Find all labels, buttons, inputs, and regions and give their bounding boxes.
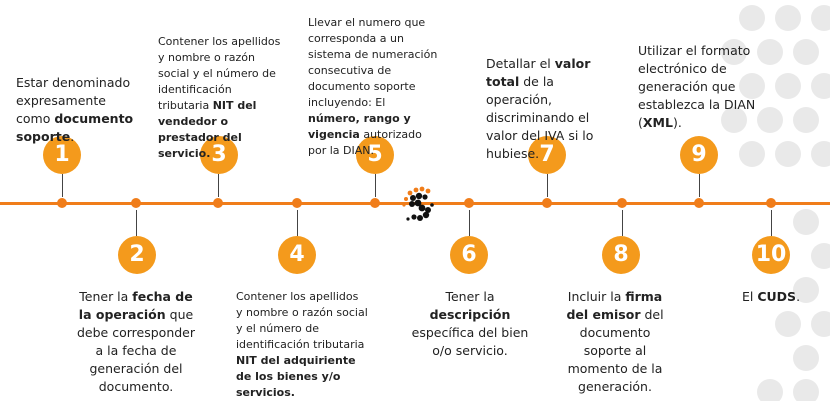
step-text: Llevar el numero que corresponda a un sistema de numeración consecutiva de documento soporte incluyendo: El — [308, 16, 438, 109]
connector-stem-3 — [218, 174, 219, 197]
connector-stem-7 — [547, 174, 548, 197]
step-text: Contener los apellidos y nombre o razón social y el número de identificación tributaria — [236, 290, 368, 351]
step-text-bold: NIT del vendedor o prestador del servicio. — [158, 99, 257, 160]
step-text-bold: documento soporte — [16, 111, 134, 144]
step-text: autorizado por la DIAN. — [308, 128, 422, 157]
step-number-badge: 10 — [752, 236, 790, 274]
step-description — [556, 288, 674, 396]
connector-stem-5 — [375, 174, 376, 197]
step-text: que debe corresponder a la fecha de generación del documento. — [77, 307, 195, 394]
timeline-node-5 — [370, 198, 380, 208]
step-text: ). — [672, 115, 682, 130]
timeline-node-9 — [694, 198, 704, 208]
step-text: . — [796, 289, 801, 304]
step-number-badge: 6 — [450, 236, 488, 274]
step-text-bold: valor total — [486, 56, 591, 89]
step-description — [408, 288, 532, 360]
timeline-node-1 — [57, 198, 67, 208]
step-text-bold: número, rango y vigencia — [308, 112, 411, 141]
connector-stem-2 — [136, 210, 137, 236]
step-text-bold: CUDS — [757, 289, 797, 304]
connector-stem-4 — [297, 210, 298, 236]
step-description — [236, 289, 368, 401]
step-number-badge: 1 — [43, 136, 81, 174]
dotted-s-logo-icon — [400, 183, 440, 227]
step-text: El — [742, 289, 758, 304]
step-text: Utilizar el formato electrónico de generación que establezca la DIAN ( — [638, 43, 756, 130]
step-text: Estar denominado expresamente como — [16, 75, 131, 126]
step-number-badge: 9 — [680, 136, 718, 174]
step-text-bold: descripción — [429, 307, 511, 322]
step-number-badge: 7 — [528, 136, 566, 174]
step-text: Detallar el — [486, 56, 555, 71]
timeline-node-2 — [131, 198, 141, 208]
step-text: Tener la — [445, 289, 495, 304]
timeline-node-4 — [292, 198, 302, 208]
connector-stem-10 — [771, 210, 772, 236]
step-text: del documento soporte al momento de la generación. — [567, 307, 664, 394]
timeline-node-8 — [617, 198, 627, 208]
step-description — [16, 74, 141, 146]
step-number-badge: 8 — [602, 236, 640, 274]
step-text-bold: firma del emisor — [566, 289, 663, 322]
timeline-node-6 — [464, 198, 474, 208]
connector-stem-6 — [469, 210, 470, 236]
step-number-badge: 3 — [200, 136, 238, 174]
timeline-node-10 — [766, 198, 776, 208]
step-number-badge: 2 — [118, 236, 156, 274]
step-text-bold: NIT del adquiriente de los bienes y/o servicios. — [236, 354, 356, 399]
connector-stem-9 — [699, 174, 700, 197]
step-description — [158, 34, 286, 162]
step-text: Tener la — [79, 289, 133, 304]
step-text: específica del bien o/o servicio. — [411, 325, 529, 358]
step-text-bold: fecha de la operación — [78, 289, 193, 322]
step-description — [742, 288, 802, 306]
step-number-badge: 4 — [278, 236, 316, 274]
step-description — [308, 15, 440, 159]
step-text: . — [70, 129, 75, 144]
step-description — [486, 55, 616, 163]
step-text: Incluir la — [567, 289, 626, 304]
connector-stem-8 — [622, 210, 623, 236]
step-number-badge: 5 — [356, 136, 394, 174]
step-description — [72, 288, 200, 396]
connector-stem-1 — [62, 174, 63, 197]
step-description — [638, 42, 756, 132]
step-text: Contener los apellidos y nombre o razón social y el número de identificación tributaria — [158, 35, 281, 112]
timeline-node-7 — [542, 198, 552, 208]
step-text-bold: XML — [642, 115, 673, 130]
step-text: de la operación, discriminando el valor del IVA si lo hubiese. — [486, 74, 594, 161]
timeline-node-3 — [213, 198, 223, 208]
